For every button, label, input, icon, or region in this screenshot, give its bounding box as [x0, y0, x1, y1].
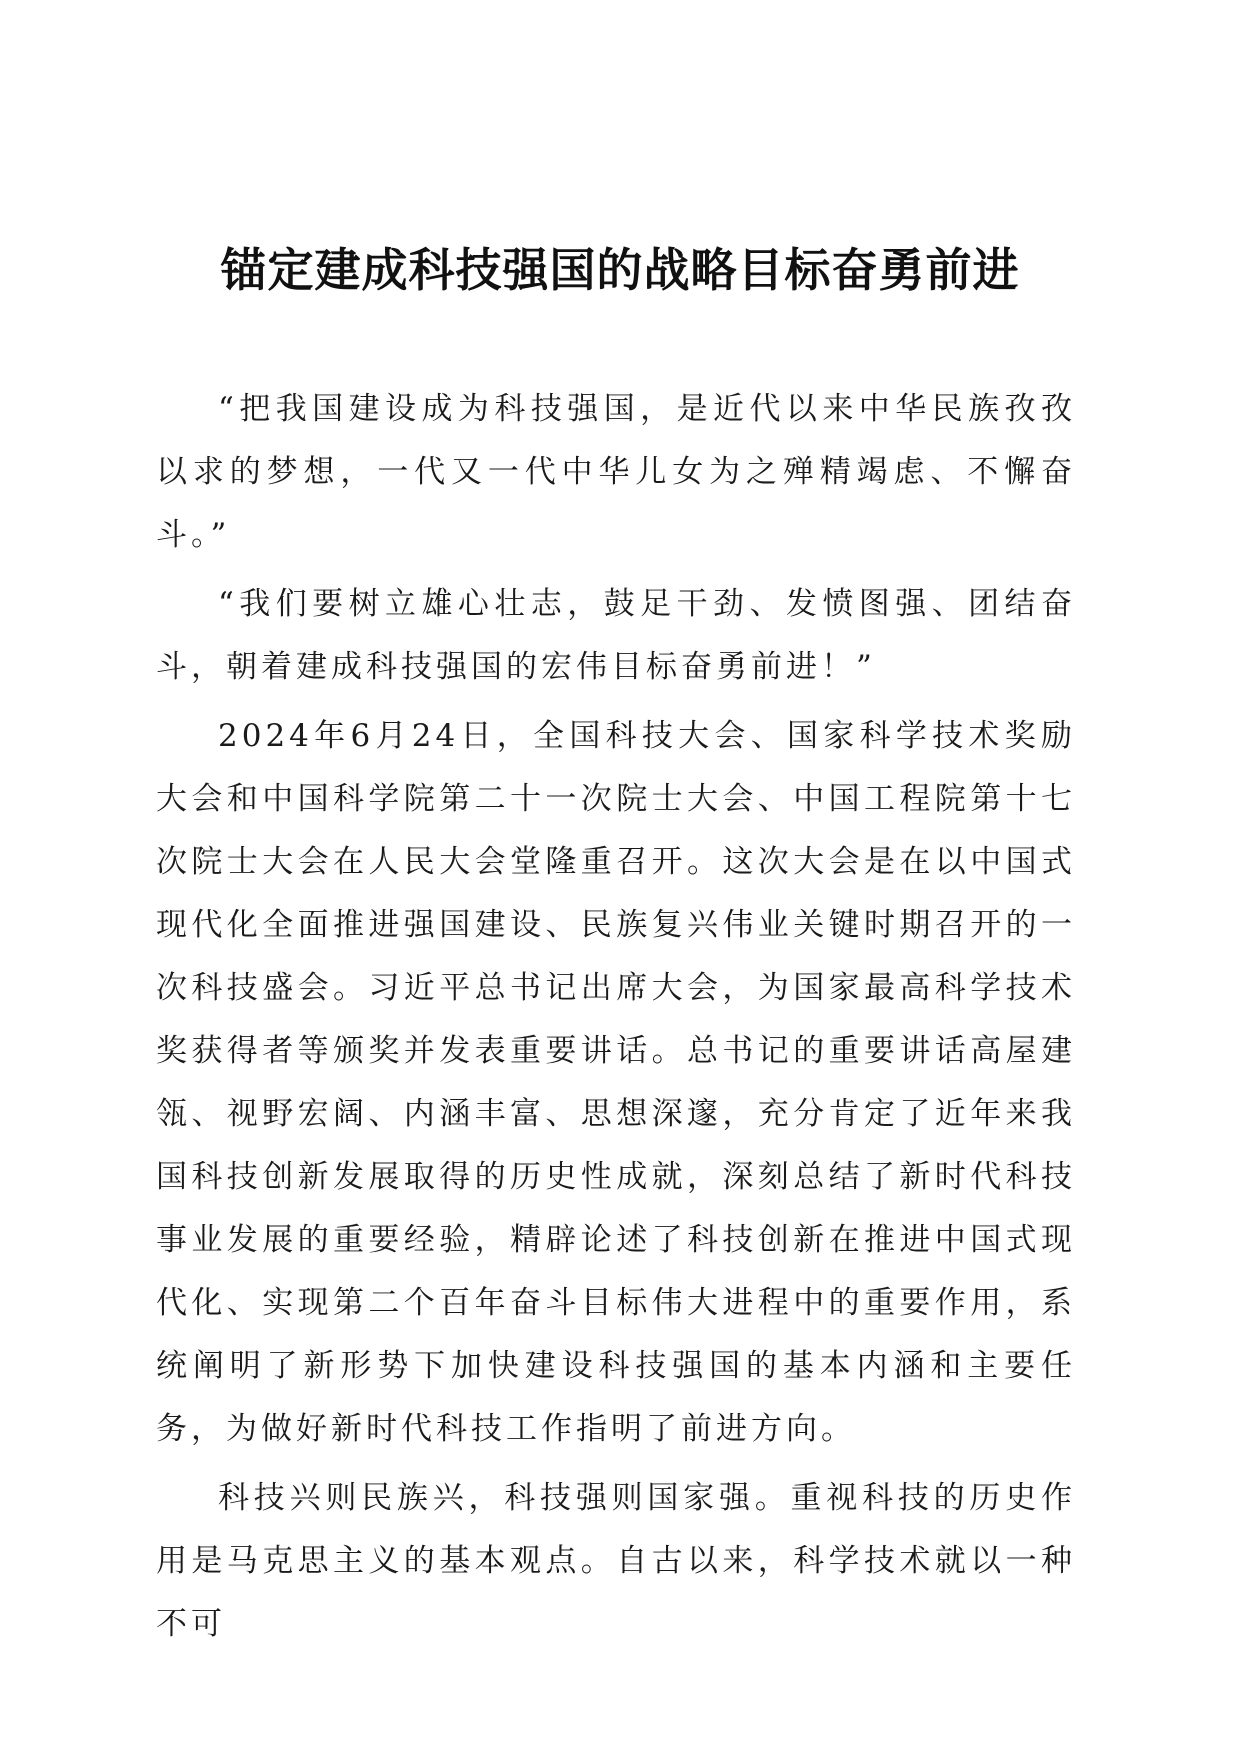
paragraph-quote-2: “我们要树立雄心壮志，鼓足干劲、发愤图强、团结奋斗，朝着建成科技强国的宏伟目标奋勇前进！” [156, 586, 1076, 685]
document-body [156, 378, 1076, 1656]
paragraph-science-technology: 科技兴则民族兴，科技强则国家强。重视科技的历史作用是马克思主义的基本观点。自古以来，科学技术就以一种不可 [156, 1480, 1076, 1642]
paragraph-conference: 2024年6月24日，全国科技大会、国家科学技术奖励大会和中国科学院第二十一次院士大会、中国工程院第十七次院士大会在人民大会堂隆重召开。这次大会是在以中国式现代化全面推进强国建设、民族复兴伟业关键时期召开的一次科技盛会。习近平总书记出席大会，为国家最高科学技术奖获得者等颁奖并发表重要讲话。总书记的重要讲话高屋建瓴、视野宏阔、内涵丰富、思想深邃，充分肯定了近年来我国科技创新发展取得的历史性成就，深刻总结了新时代科技事业发展的重要经验，精辟论述了科技创新在推进中国式现代化、实现第二个百年奋斗目标伟大进程中的重要作用，系统阐明了新形势下加快建设科技强国的基本内涵和主要任务，为做好新时代科技工作指明了前进方向。 [156, 718, 1076, 1447]
document-title: 锚定建成科技强国的战略目标奋勇前进 [220, 243, 1020, 297]
paragraph-quote-1: “把我国建设成为科技强国，是近代以来中华民族孜孜以求的梦想，一代又一代中华儿女为之殚精竭虑、不懈奋斗。” [156, 391, 1076, 553]
